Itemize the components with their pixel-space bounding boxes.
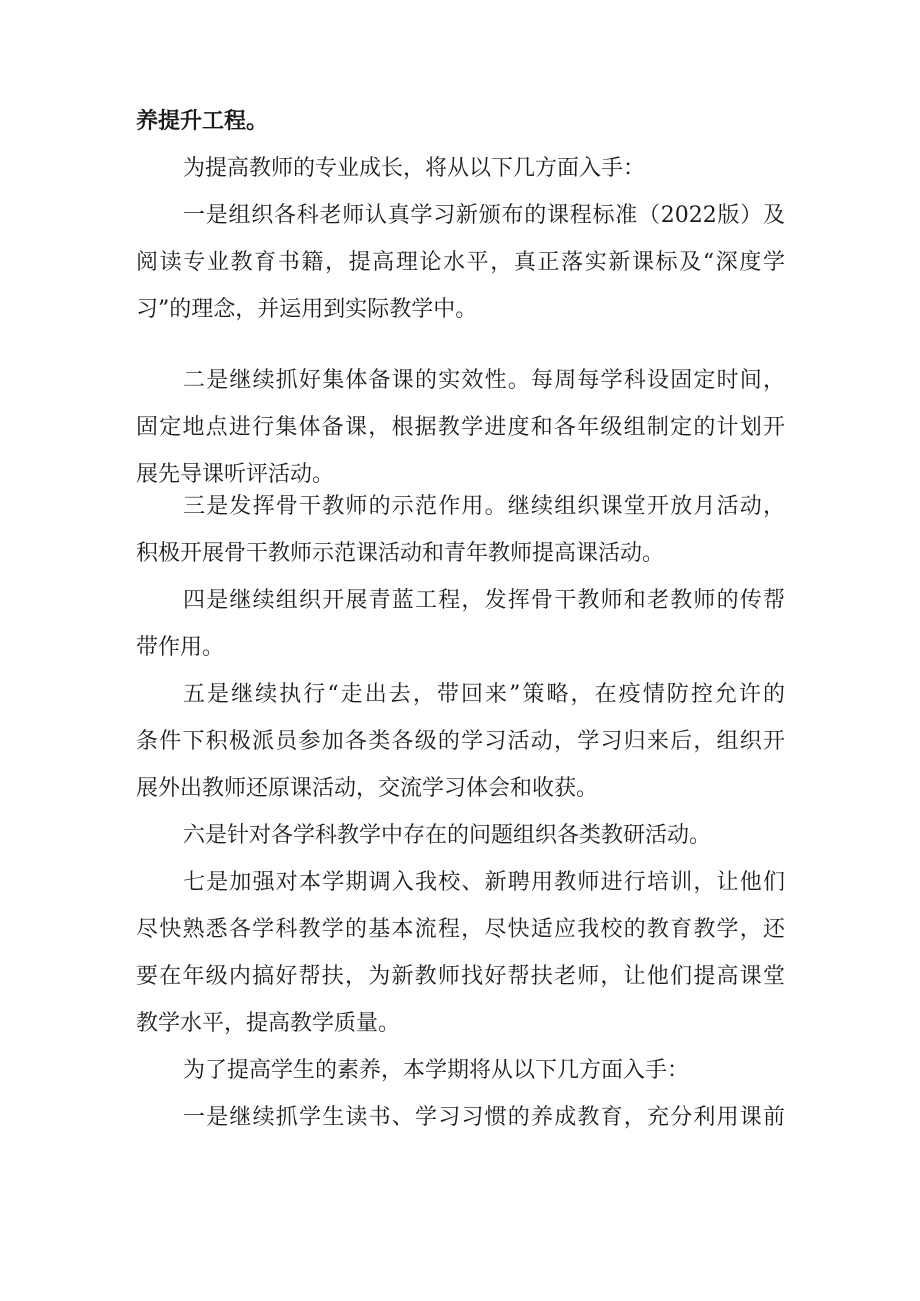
text-line: 习”的理念，并运用到实际教学中。	[136, 297, 478, 322]
text-line: 五是继续执行“走出去，带回来”策略，在疫情防控允许的	[183, 682, 785, 707]
text-line: 展外出教师还原课活动，交流学习体会和收获。	[136, 776, 599, 801]
text-line: 一是继续抓学生读书、学习习惯的养成教育，充分利用课前	[183, 1105, 785, 1130]
text-line: 三是发挥骨干教师的示范作用。继续组织课堂开放月活动，	[183, 494, 785, 519]
paragraph-intro-students: 为了提高学生的素养，本学期将从以下几方面入手：	[183, 1058, 690, 1083]
text-line: 阅读专业教育书籍，提高理论水平，真正落实新课标及“深度学	[136, 250, 785, 275]
text-line: 养提升工程。	[136, 109, 269, 134]
text-line: 要在年级内搞好帮扶，为新教师找好帮扶老师，让他们提高课堂	[136, 964, 785, 989]
text-line: 固定地点进行集体备课，根据教学进度和各年级组制定的计划开	[136, 415, 785, 440]
text-line: 条件下积极派员参加各类各级的学习活动，学习归来后，组织开	[136, 729, 785, 754]
text-line: 一是组织各科老师认真学习新颁布的课程标准（2022版）及	[183, 203, 785, 228]
text-line: 展先导课听评活动。	[136, 462, 335, 487]
text-line: 七是加强对本学期调入我校、新聘用教师进行培训，让他们	[183, 870, 785, 895]
text-line: 带作用。	[136, 635, 225, 660]
text-line: 积极开展骨干教师示范课活动和青年教师提高课活动。	[136, 541, 665, 566]
text-line: 尽快熟悉各学科教学的基本流程，尽快适应我校的教育教学，还	[136, 917, 785, 942]
text-line: 教学水平，提高教学质量。	[136, 1011, 401, 1036]
text-line: 二是继续抓好集体备课的实效性。每周每学科设固定时间，	[183, 368, 785, 393]
paragraph-intro-teachers: 为提高教师的专业成长，将从以下几方面入手：	[183, 156, 646, 181]
text-line: 四是继续组织开展青蓝工程，发挥骨干教师和老教师的传帮	[183, 588, 785, 613]
text-line: 六是针对各学科教学中存在的问题组织各类教研活动。	[183, 823, 712, 848]
